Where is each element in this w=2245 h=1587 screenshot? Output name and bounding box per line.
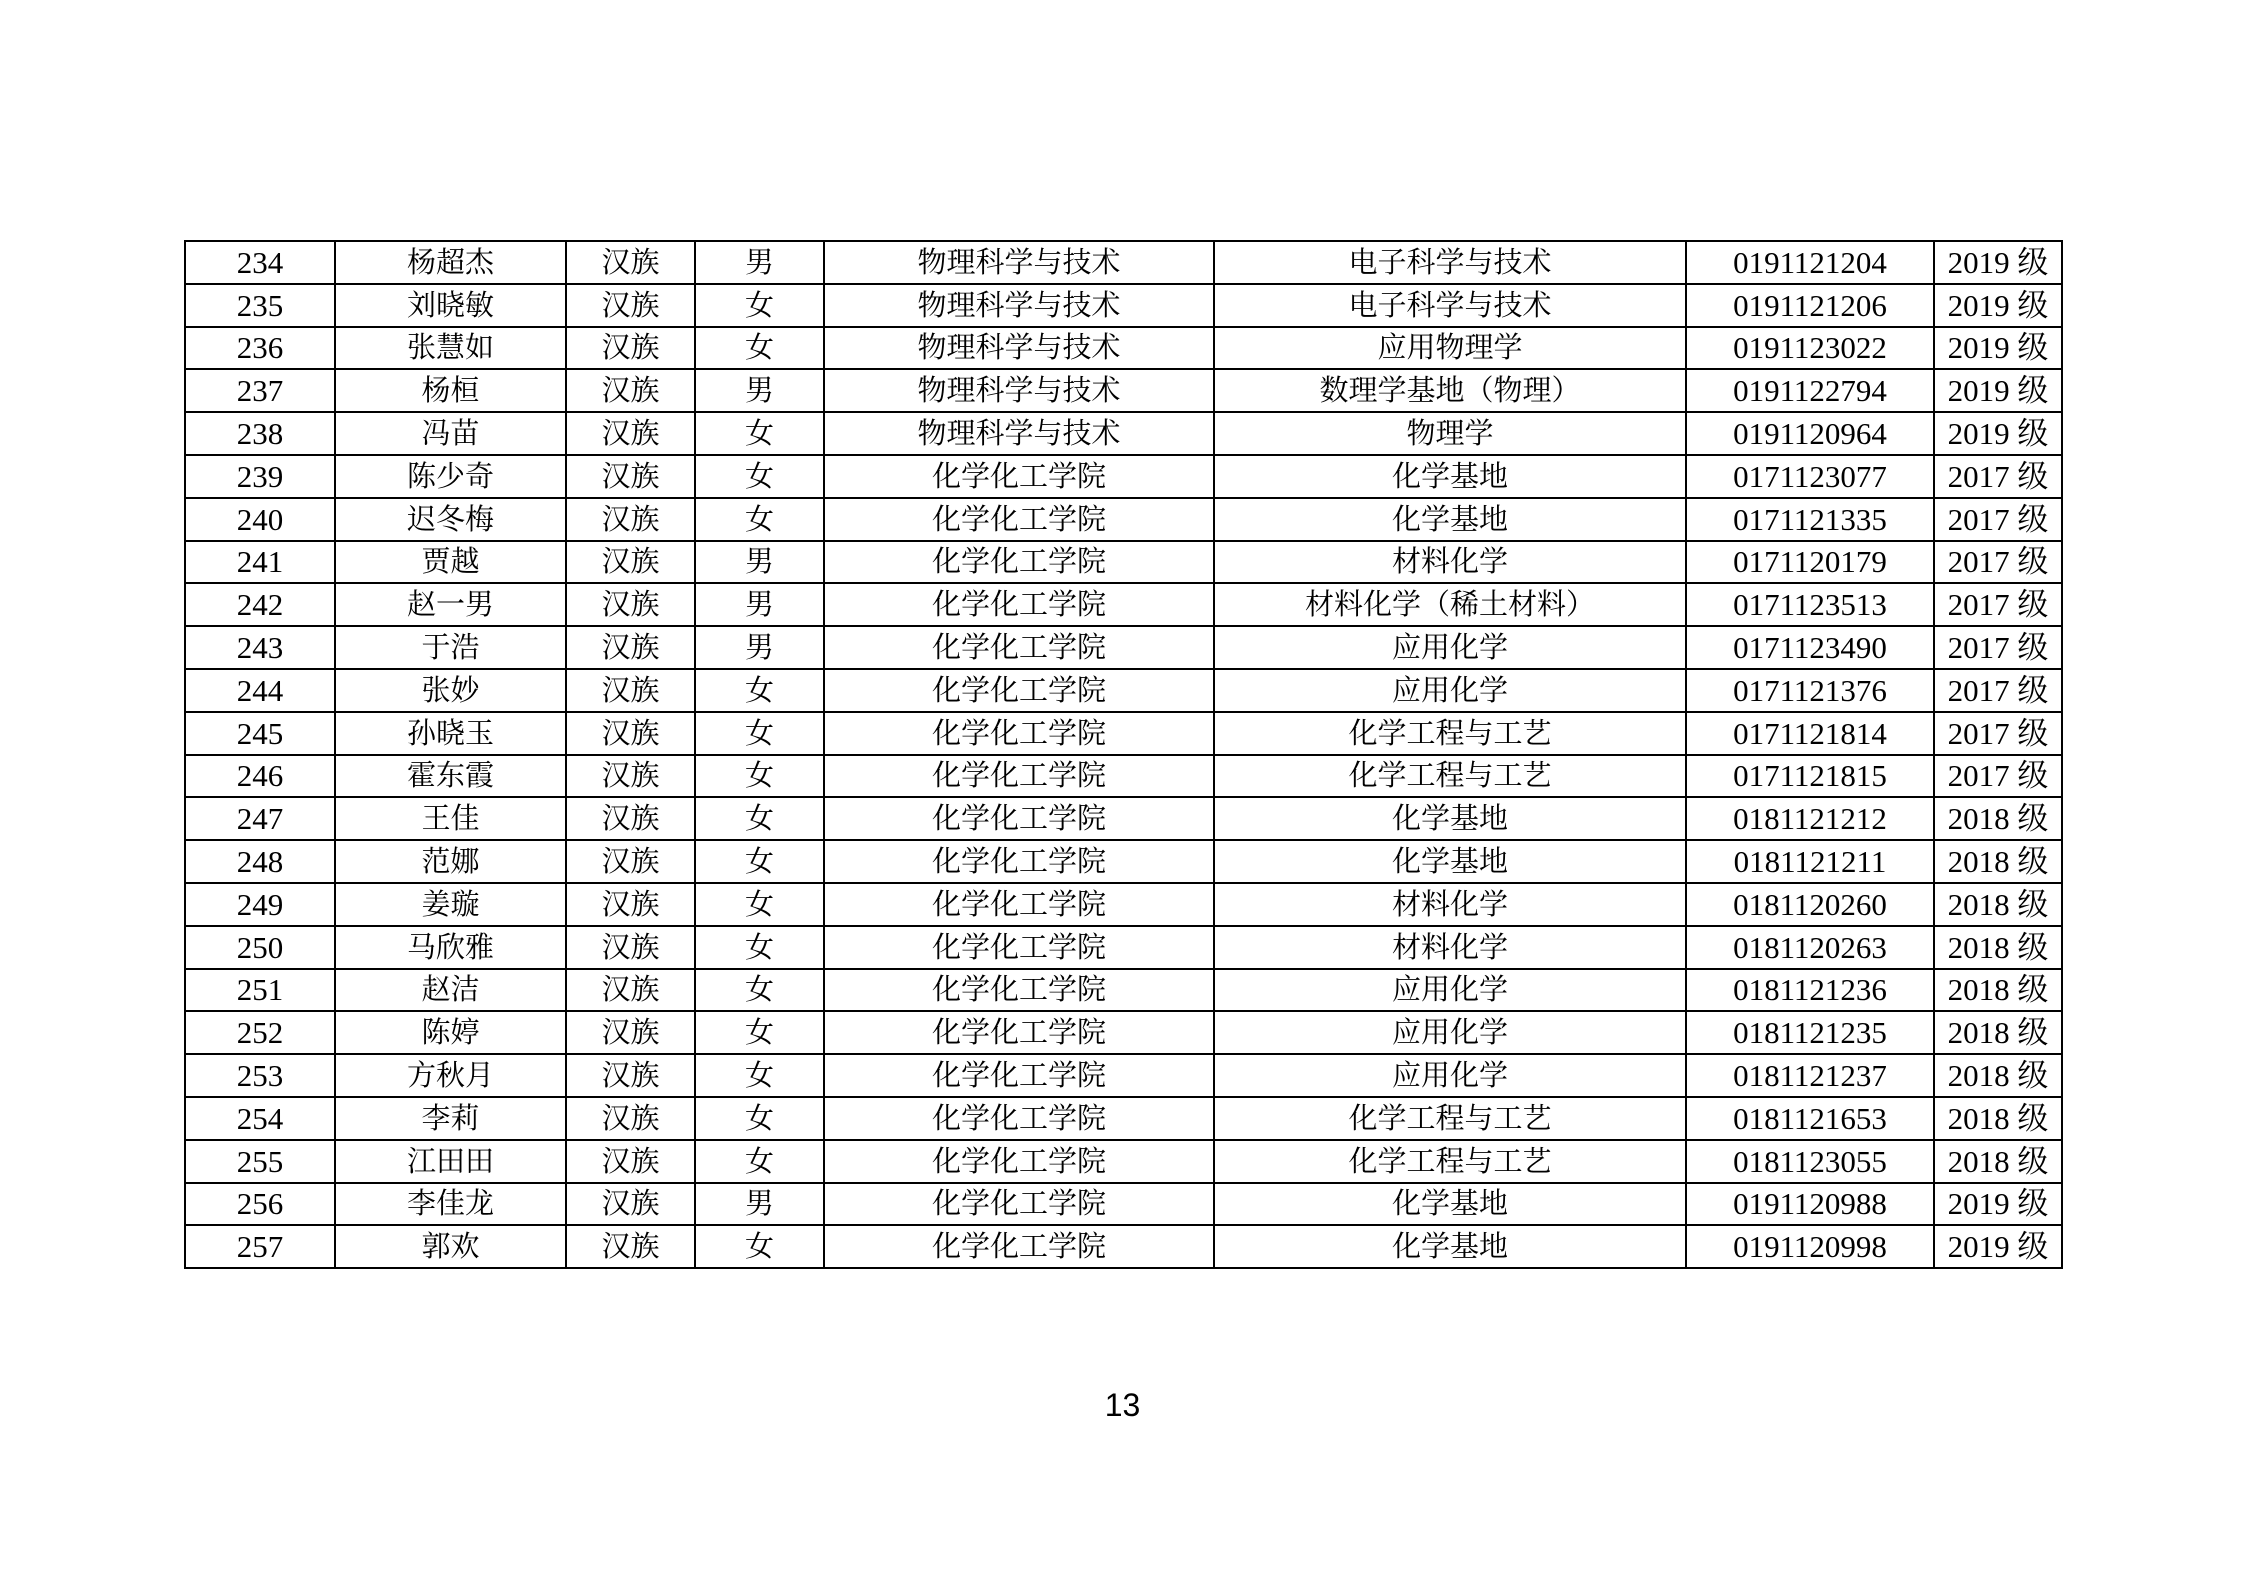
major-cell: 化学基地 — [1214, 840, 1686, 883]
college-cell: 化学化工学院 — [824, 797, 1214, 840]
student-id-cell: 0171123513 — [1686, 583, 1934, 626]
gender-cell: 女 — [695, 498, 824, 541]
student-id-cell: 0181121236 — [1686, 969, 1934, 1012]
table-row — [185, 369, 2062, 412]
gender-cell: 女 — [695, 412, 824, 455]
table-row — [185, 583, 2062, 626]
college-cell: 化学化工学院 — [824, 755, 1214, 798]
ethnicity-cell: 汉族 — [566, 669, 695, 712]
major-cell: 电子科学与技术 — [1214, 241, 1686, 284]
gender-cell: 女 — [695, 969, 824, 1012]
grade-cell: 2017 级 — [1934, 498, 2062, 541]
major-cell: 应用物理学 — [1214, 327, 1686, 370]
table-row — [185, 327, 2062, 370]
name-cell: 杨桓 — [335, 369, 566, 412]
row-number-cell: 242 — [185, 583, 335, 626]
grade-cell: 2017 级 — [1934, 541, 2062, 584]
ethnicity-cell: 汉族 — [566, 1097, 695, 1140]
student-id-cell: 0191120988 — [1686, 1183, 1934, 1226]
grade-cell: 2019 级 — [1934, 1225, 2062, 1268]
ethnicity-cell: 汉族 — [566, 412, 695, 455]
major-cell: 化学基地 — [1214, 1225, 1686, 1268]
college-cell: 化学化工学院 — [824, 498, 1214, 541]
ethnicity-cell: 汉族 — [566, 712, 695, 755]
grade-cell: 2019 级 — [1934, 412, 2062, 455]
name-cell: 方秋月 — [335, 1054, 566, 1097]
grade-cell: 2017 级 — [1934, 712, 2062, 755]
major-cell: 应用化学 — [1214, 969, 1686, 1012]
name-cell: 冯苗 — [335, 412, 566, 455]
row-number-cell: 237 — [185, 369, 335, 412]
student-id-cell: 0181120260 — [1686, 883, 1934, 926]
name-cell: 刘晓敏 — [335, 284, 566, 327]
grade-cell: 2017 级 — [1934, 455, 2062, 498]
roster-body — [185, 241, 2062, 1268]
table-row — [185, 1011, 2062, 1054]
row-number-cell: 236 — [185, 327, 335, 370]
college-cell: 化学化工学院 — [824, 626, 1214, 669]
grade-cell: 2018 级 — [1934, 1097, 2062, 1140]
name-cell: 陈婷 — [335, 1011, 566, 1054]
ethnicity-cell: 汉族 — [566, 755, 695, 798]
grade-cell: 2019 级 — [1934, 369, 2062, 412]
ethnicity-cell: 汉族 — [566, 369, 695, 412]
major-cell: 化学基地 — [1214, 1183, 1686, 1226]
gender-cell: 男 — [695, 541, 824, 584]
grade-cell: 2018 级 — [1934, 840, 2062, 883]
table-row — [185, 1054, 2062, 1097]
college-cell: 化学化工学院 — [824, 1054, 1214, 1097]
student-id-cell: 0181123055 — [1686, 1140, 1934, 1183]
college-cell: 化学化工学院 — [824, 1140, 1214, 1183]
grade-cell: 2018 级 — [1934, 797, 2062, 840]
student-id-cell: 0181121211 — [1686, 840, 1934, 883]
ethnicity-cell: 汉族 — [566, 797, 695, 840]
grade-cell: 2018 级 — [1934, 1140, 2062, 1183]
college-cell: 化学化工学院 — [824, 840, 1214, 883]
row-number-cell: 255 — [185, 1140, 335, 1183]
table-row — [185, 626, 2062, 669]
row-number-cell: 245 — [185, 712, 335, 755]
ethnicity-cell: 汉族 — [566, 241, 695, 284]
table-row — [185, 498, 2062, 541]
table-row — [185, 926, 2062, 969]
ethnicity-cell: 汉族 — [566, 583, 695, 626]
gender-cell: 男 — [695, 241, 824, 284]
gender-cell: 女 — [695, 284, 824, 327]
name-cell: 赵一男 — [335, 583, 566, 626]
gender-cell: 男 — [695, 626, 824, 669]
major-cell: 应用化学 — [1214, 1054, 1686, 1097]
gender-cell: 女 — [695, 712, 824, 755]
name-cell: 张妙 — [335, 669, 566, 712]
college-cell: 物理科学与技术 — [824, 327, 1214, 370]
name-cell: 江田田 — [335, 1140, 566, 1183]
table-row — [185, 284, 2062, 327]
major-cell: 材料化学 — [1214, 541, 1686, 584]
gender-cell: 男 — [695, 1183, 824, 1226]
ethnicity-cell: 汉族 — [566, 541, 695, 584]
college-cell: 化学化工学院 — [824, 1097, 1214, 1140]
row-number-cell: 240 — [185, 498, 335, 541]
table-row — [185, 1183, 2062, 1226]
major-cell: 化学工程与工艺 — [1214, 712, 1686, 755]
row-number-cell: 244 — [185, 669, 335, 712]
name-cell: 陈少奇 — [335, 455, 566, 498]
table-row — [185, 883, 2062, 926]
row-number-cell: 234 — [185, 241, 335, 284]
gender-cell: 女 — [695, 755, 824, 798]
student-id-cell: 0191121206 — [1686, 284, 1934, 327]
major-cell: 应用化学 — [1214, 1011, 1686, 1054]
table-row — [185, 969, 2062, 1012]
table-row — [185, 1140, 2062, 1183]
student-id-cell: 0171121815 — [1686, 755, 1934, 798]
row-number-cell: 251 — [185, 969, 335, 1012]
major-cell: 电子科学与技术 — [1214, 284, 1686, 327]
major-cell: 数理学基地（物理） — [1214, 369, 1686, 412]
ethnicity-cell: 汉族 — [566, 1225, 695, 1268]
student-id-cell: 0181121653 — [1686, 1097, 1934, 1140]
major-cell: 化学工程与工艺 — [1214, 1097, 1686, 1140]
grade-cell: 2019 级 — [1934, 284, 2062, 327]
row-number-cell: 235 — [185, 284, 335, 327]
row-number-cell: 239 — [185, 455, 335, 498]
college-cell: 化学化工学院 — [824, 1183, 1214, 1226]
table-row — [185, 669, 2062, 712]
row-number-cell: 241 — [185, 541, 335, 584]
gender-cell: 男 — [695, 369, 824, 412]
table-row — [185, 755, 2062, 798]
table-row — [185, 1225, 2062, 1268]
gender-cell: 女 — [695, 1011, 824, 1054]
row-number-cell: 249 — [185, 883, 335, 926]
table-row — [185, 797, 2062, 840]
student-id-cell: 0181121237 — [1686, 1054, 1934, 1097]
student-id-cell: 0191123022 — [1686, 327, 1934, 370]
ethnicity-cell: 汉族 — [566, 840, 695, 883]
name-cell: 霍东霞 — [335, 755, 566, 798]
table-row — [185, 455, 2062, 498]
student-id-cell: 0181121212 — [1686, 797, 1934, 840]
gender-cell: 女 — [695, 1140, 824, 1183]
name-cell: 赵洁 — [335, 969, 566, 1012]
gender-cell: 女 — [695, 797, 824, 840]
college-cell: 物理科学与技术 — [824, 369, 1214, 412]
row-number-cell: 243 — [185, 626, 335, 669]
table-row — [185, 840, 2062, 883]
name-cell: 姜璇 — [335, 883, 566, 926]
ethnicity-cell: 汉族 — [566, 498, 695, 541]
student-id-cell: 0171123077 — [1686, 455, 1934, 498]
major-cell: 化学基地 — [1214, 498, 1686, 541]
table-row — [185, 241, 2062, 284]
major-cell: 材料化学 — [1214, 883, 1686, 926]
name-cell: 贾越 — [335, 541, 566, 584]
name-cell: 于浩 — [335, 626, 566, 669]
major-cell: 化学工程与工艺 — [1214, 1140, 1686, 1183]
college-cell: 化学化工学院 — [824, 669, 1214, 712]
student-id-cell: 0171123490 — [1686, 626, 1934, 669]
page-number: 13 — [1104, 1387, 1141, 1423]
grade-cell: 2017 级 — [1934, 669, 2062, 712]
grade-cell: 2018 级 — [1934, 926, 2062, 969]
student-id-cell: 0171121335 — [1686, 498, 1934, 541]
name-cell: 马欣雅 — [335, 926, 566, 969]
name-cell: 范娜 — [335, 840, 566, 883]
major-cell: 材料化学（稀土材料） — [1214, 583, 1686, 626]
table-row — [185, 412, 2062, 455]
row-number-cell: 256 — [185, 1183, 335, 1226]
ethnicity-cell: 汉族 — [566, 1054, 695, 1097]
ethnicity-cell: 汉族 — [566, 1183, 695, 1226]
gender-cell: 女 — [695, 926, 824, 969]
table-row — [185, 1097, 2062, 1140]
ethnicity-cell: 汉族 — [566, 1011, 695, 1054]
student-id-cell: 0181121235 — [1686, 1011, 1934, 1054]
college-cell: 化学化工学院 — [824, 712, 1214, 755]
gender-cell: 女 — [695, 455, 824, 498]
grade-cell: 2018 级 — [1934, 1011, 2062, 1054]
name-cell: 迟冬梅 — [335, 498, 566, 541]
student-id-cell: 0191121204 — [1686, 241, 1934, 284]
row-number-cell: 250 — [185, 926, 335, 969]
major-cell: 应用化学 — [1214, 669, 1686, 712]
name-cell: 王佳 — [335, 797, 566, 840]
row-number-cell: 253 — [185, 1054, 335, 1097]
ethnicity-cell: 汉族 — [566, 883, 695, 926]
ethnicity-cell: 汉族 — [566, 455, 695, 498]
major-cell: 应用化学 — [1214, 626, 1686, 669]
grade-cell: 2017 级 — [1934, 583, 2062, 626]
ethnicity-cell: 汉族 — [566, 327, 695, 370]
gender-cell: 男 — [695, 583, 824, 626]
row-number-cell: 257 — [185, 1225, 335, 1268]
grade-cell: 2019 级 — [1934, 1183, 2062, 1226]
major-cell: 材料化学 — [1214, 926, 1686, 969]
grade-cell: 2017 级 — [1934, 755, 2062, 798]
college-cell: 物理科学与技术 — [824, 412, 1214, 455]
name-cell: 李佳龙 — [335, 1183, 566, 1226]
college-cell: 化学化工学院 — [824, 926, 1214, 969]
student-id-cell: 0171121814 — [1686, 712, 1934, 755]
major-cell: 化学基地 — [1214, 455, 1686, 498]
gender-cell: 女 — [695, 1225, 824, 1268]
ethnicity-cell: 汉族 — [566, 284, 695, 327]
student-id-cell: 0171121376 — [1686, 669, 1934, 712]
ethnicity-cell: 汉族 — [566, 1140, 695, 1183]
grade-cell: 2019 级 — [1934, 241, 2062, 284]
table-row — [185, 541, 2062, 584]
row-number-cell: 238 — [185, 412, 335, 455]
name-cell: 李莉 — [335, 1097, 566, 1140]
name-cell: 杨超杰 — [335, 241, 566, 284]
major-cell: 化学基地 — [1214, 797, 1686, 840]
college-cell: 物理科学与技术 — [824, 284, 1214, 327]
gender-cell: 女 — [695, 840, 824, 883]
college-cell: 化学化工学院 — [824, 583, 1214, 626]
ethnicity-cell: 汉族 — [566, 626, 695, 669]
ethnicity-cell: 汉族 — [566, 926, 695, 969]
gender-cell: 女 — [695, 327, 824, 370]
college-cell: 化学化工学院 — [824, 1225, 1214, 1268]
row-number-cell: 248 — [185, 840, 335, 883]
name-cell: 张慧如 — [335, 327, 566, 370]
grade-cell: 2019 级 — [1934, 327, 2062, 370]
college-cell: 化学化工学院 — [824, 455, 1214, 498]
major-cell: 物理学 — [1214, 412, 1686, 455]
row-number-cell: 254 — [185, 1097, 335, 1140]
gender-cell: 女 — [695, 1097, 824, 1140]
gender-cell: 女 — [695, 669, 824, 712]
college-cell: 化学化工学院 — [824, 541, 1214, 584]
gender-cell: 女 — [695, 883, 824, 926]
college-cell: 物理科学与技术 — [824, 241, 1214, 284]
grade-cell: 2017 级 — [1934, 626, 2062, 669]
table-row — [185, 712, 2062, 755]
student-id-cell: 0171120179 — [1686, 541, 1934, 584]
college-cell: 化学化工学院 — [824, 969, 1214, 1012]
grade-cell: 2018 级 — [1934, 1054, 2062, 1097]
grade-cell: 2018 级 — [1934, 969, 2062, 1012]
major-cell: 化学工程与工艺 — [1214, 755, 1686, 798]
student-id-cell: 0181120263 — [1686, 926, 1934, 969]
name-cell: 郭欢 — [335, 1225, 566, 1268]
row-number-cell: 252 — [185, 1011, 335, 1054]
row-number-cell: 246 — [185, 755, 335, 798]
row-number-cell: 247 — [185, 797, 335, 840]
student-id-cell: 0191120964 — [1686, 412, 1934, 455]
college-cell: 化学化工学院 — [824, 883, 1214, 926]
student-id-cell: 0191122794 — [1686, 369, 1934, 412]
student-id-cell: 0191120998 — [1686, 1225, 1934, 1268]
gender-cell: 女 — [695, 1054, 824, 1097]
name-cell: 孙晓玉 — [335, 712, 566, 755]
roster-table — [184, 240, 2063, 1269]
grade-cell: 2018 级 — [1934, 883, 2062, 926]
college-cell: 化学化工学院 — [824, 1011, 1214, 1054]
ethnicity-cell: 汉族 — [566, 969, 695, 1012]
